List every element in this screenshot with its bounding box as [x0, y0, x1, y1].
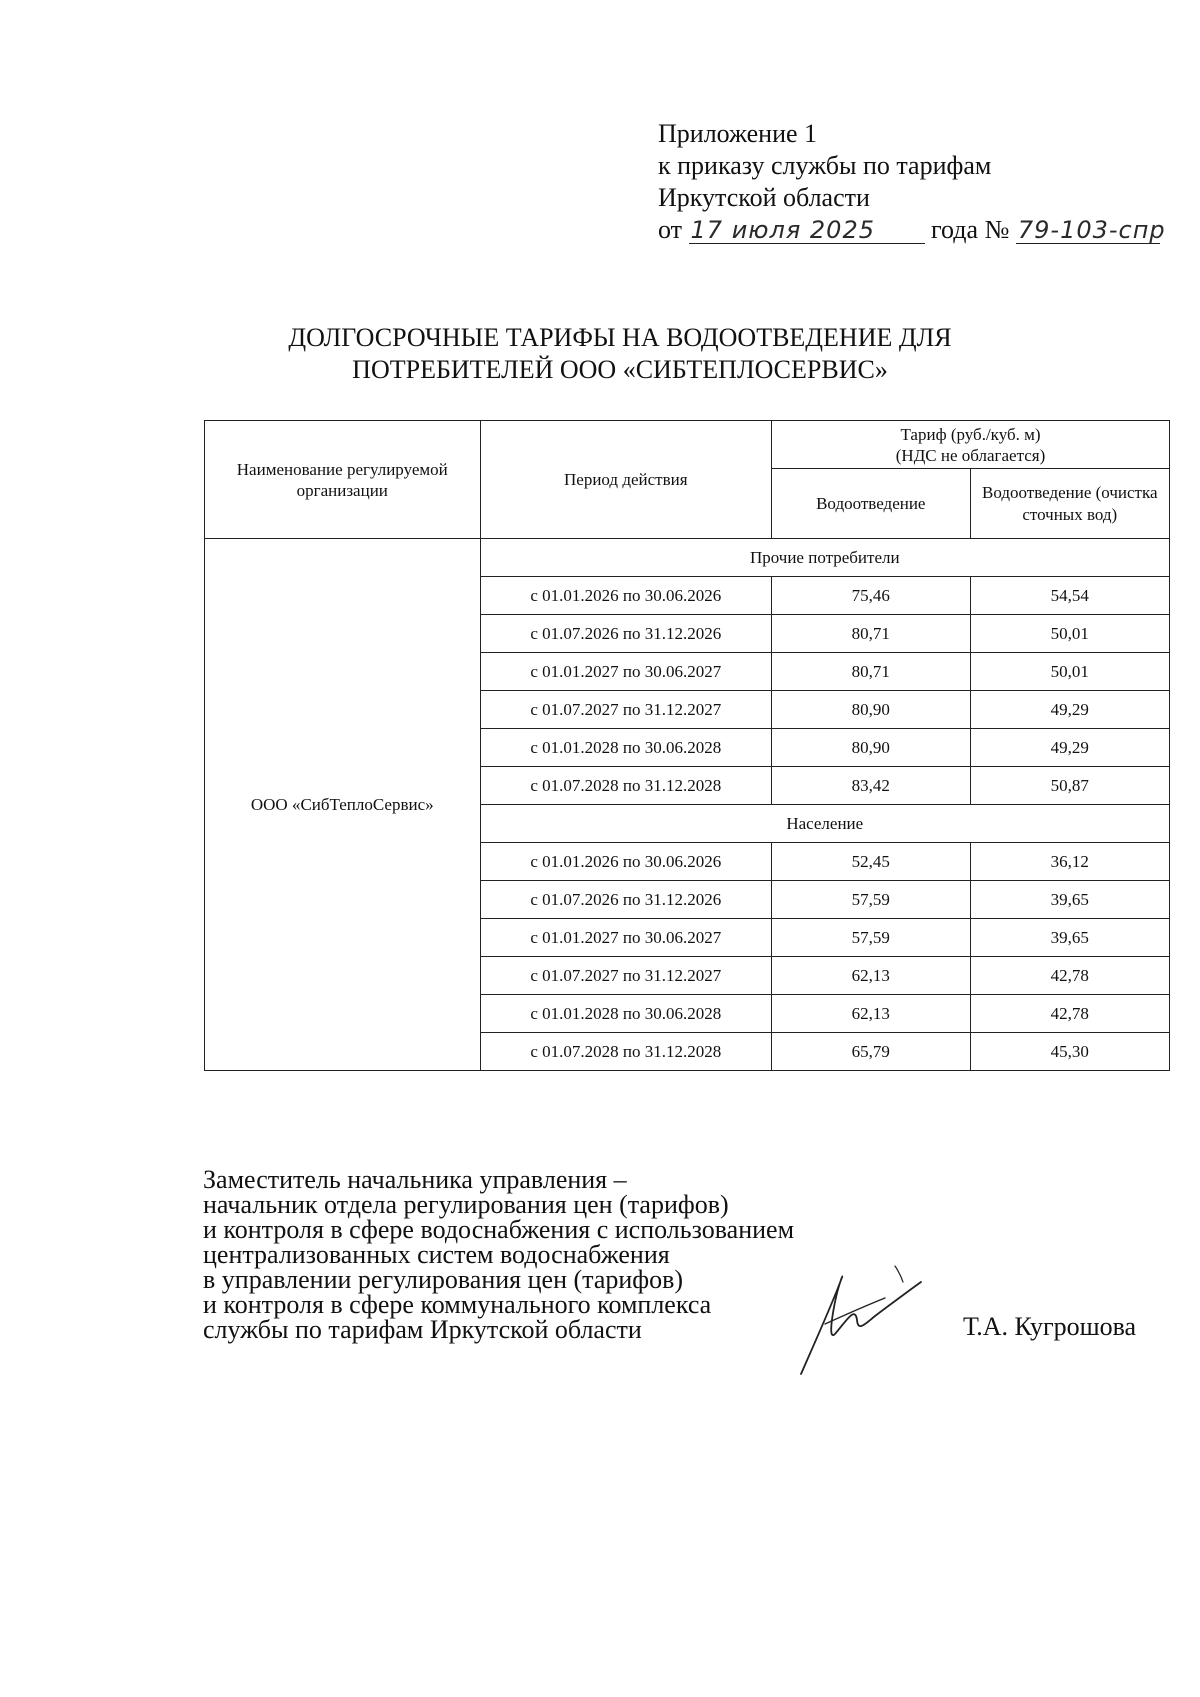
- wastewater-value: 65,79: [772, 1033, 971, 1071]
- wastewater-value: 57,59: [772, 919, 971, 957]
- order-reference: к приказу службы по тарифам: [658, 151, 992, 180]
- signatory-position-line: и контроля в сфере водоснабжения с использованием: [203, 1215, 795, 1244]
- period-cell: с 01.01.2026 по 30.06.2026: [480, 577, 772, 615]
- wastewater-value: 80,90: [772, 691, 971, 729]
- wastewater-value: 83,42: [772, 767, 971, 805]
- wastewater-value: 80,90: [772, 729, 971, 767]
- period-cell: с 01.01.2027 по 30.06.2027: [480, 653, 772, 691]
- period-cell: с 01.07.2028 по 31.12.2028: [480, 767, 772, 805]
- section-population: Население: [480, 805, 1169, 843]
- cleaning-value: 42,78: [970, 995, 1169, 1033]
- period-cell: с 01.07.2026 по 31.12.2026: [480, 615, 772, 653]
- order-date-line: [658, 214, 1166, 246]
- order-date: 17 июля 2025: [689, 217, 925, 244]
- title-line-1: ДОЛГОСРОЧНЫЕ ТАРИФЫ НА ВОДООТВЕДЕНИЕ ДЛЯ: [288, 323, 952, 352]
- organization-name: ООО «СибТеплоСервис»: [205, 539, 481, 1071]
- period-cell: с 01.01.2028 по 30.06.2028: [480, 729, 772, 767]
- header-tariff-vat: (НДС не облагается): [895, 445, 1046, 465]
- signatory-position-line: и контроля в сфере коммунального комплекса: [203, 1290, 712, 1319]
- cleaning-value: 39,65: [970, 919, 1169, 957]
- order-number: 79-103-спр: [1017, 216, 1166, 244]
- cleaning-value: 50,87: [970, 767, 1169, 805]
- cleaning-value: 49,29: [970, 691, 1169, 729]
- period-cell: с 01.07.2028 по 31.12.2028: [480, 1033, 772, 1071]
- wastewater-value: 57,59: [772, 881, 971, 919]
- wastewater-value: 80,71: [772, 615, 971, 653]
- cleaning-value: 45,30: [970, 1033, 1169, 1071]
- header-wastewater-cleaning: Водоотведение (очистка сточных вод): [970, 469, 1169, 539]
- period-cell: с 01.07.2026 по 31.12.2026: [480, 881, 772, 919]
- header-wastewater: Водоотведение: [772, 469, 971, 539]
- signatory-position-line: начальник отдела регулирования цен (тарифов): [203, 1190, 729, 1219]
- cleaning-value: 50,01: [970, 615, 1169, 653]
- signatory-position-line: централизованных систем водоснабжения: [203, 1240, 670, 1269]
- cleaning-value: 50,01: [970, 653, 1169, 691]
- section-other-consumers: Прочие потребители: [480, 539, 1169, 577]
- signatory-position-line: Заместитель начальника управления –: [203, 1165, 627, 1194]
- period-cell: с 01.01.2028 по 30.06.2028: [480, 995, 772, 1033]
- signatory-name: Т.А. Кугрошова: [963, 1312, 1137, 1341]
- region-label: Иркутской области: [658, 183, 870, 212]
- wastewater-value: 75,46: [772, 577, 971, 615]
- appendix-header: [658, 118, 1166, 246]
- wastewater-value: 52,45: [772, 843, 971, 881]
- header-tariff-unit: Тариф (руб./куб. м): [900, 424, 1041, 444]
- title-line-2: ПОТРЕБИТЕЛЕЙ ООО «СИБТЕПЛОСЕРВИС»: [352, 355, 888, 384]
- cleaning-value: 39,65: [970, 881, 1169, 919]
- tariff-table: [204, 420, 1170, 1071]
- cleaning-value: 42,78: [970, 957, 1169, 995]
- period-cell: с 01.01.2027 по 30.06.2027: [480, 919, 772, 957]
- signatory-position: [203, 1167, 794, 1342]
- cleaning-value: 49,29: [970, 729, 1169, 767]
- period-cell: с 01.07.2027 по 31.12.2027: [480, 691, 772, 729]
- signatory-position-line: в управлении регулирования цен (тарифов): [203, 1265, 684, 1294]
- header-period: Период действия: [480, 421, 772, 539]
- period-cell: с 01.01.2026 по 30.06.2026: [480, 843, 772, 881]
- wastewater-value: 62,13: [772, 995, 971, 1033]
- handwritten-signature: [795, 1262, 935, 1382]
- signatory-position-line: службы по тарифам Иркутской области: [203, 1315, 642, 1344]
- appendix-label: Приложение 1: [658, 119, 818, 148]
- period-cell: с 01.07.2027 по 31.12.2027: [480, 957, 772, 995]
- header-tariff: [772, 421, 1170, 469]
- year-number-label: года №: [931, 215, 1010, 244]
- cleaning-value: 36,12: [970, 843, 1169, 881]
- wastewater-value: 62,13: [772, 957, 971, 995]
- wastewater-value: 80,71: [772, 653, 971, 691]
- cleaning-value: 54,54: [970, 577, 1169, 615]
- date-prefix: от: [658, 215, 683, 244]
- document-title: [270, 322, 970, 386]
- header-organization: Наименование регулируемой организации: [205, 421, 481, 539]
